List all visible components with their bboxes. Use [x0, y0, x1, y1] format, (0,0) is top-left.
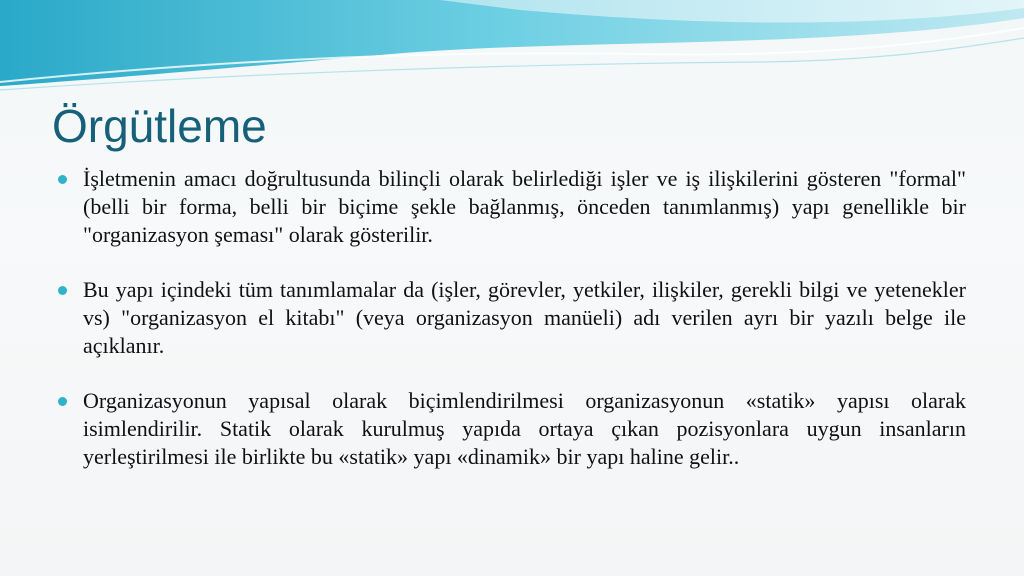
bullet-text: Organizasyonun yapısal olarak biçimlendirilmesi organizasyonun «statik» yapısı olarak isimlendirilir. Statik olarak kurulmuş yapıda ortaya çıkan pozisyonlara uygun insanların yerleştirilmesi ile birlikte bu «statik» yapı «dinamik» bir yapı haline gelir..	[83, 388, 966, 469]
list-item	[58, 165, 966, 249]
header-wave-decoration	[0, 0, 1024, 100]
bullet-dot-icon	[58, 397, 67, 406]
bullet-text: İşletmenin amacı doğrultusunda bilinçli olarak belirlediği işler ve iş ilişkilerini gösteren "formal" (belli bir forma, belli bir biçime şekle bağlanmış, önceden tanımlanmış) yapı genellikle bir "organizasyon şeması" olarak gösterilir.	[83, 166, 966, 247]
bullet-dot-icon	[58, 286, 67, 295]
slide-title: Örgütleme	[52, 100, 267, 152]
bullet-dot-icon	[58, 175, 67, 184]
bullet-text: Bu yapı içindeki tüm tanımlamalar da (işler, görevler, yetkiler, ilişkiler, gerekli bilgi ve yetenekler vs) "organizasyon el kitabı" (veya organizasyon manüeli) adı verilen ayrı bir yazılı belge ile açıklanır.	[83, 277, 966, 358]
list-item	[58, 387, 966, 471]
bullet-list	[58, 165, 966, 498]
list-item	[58, 276, 966, 360]
